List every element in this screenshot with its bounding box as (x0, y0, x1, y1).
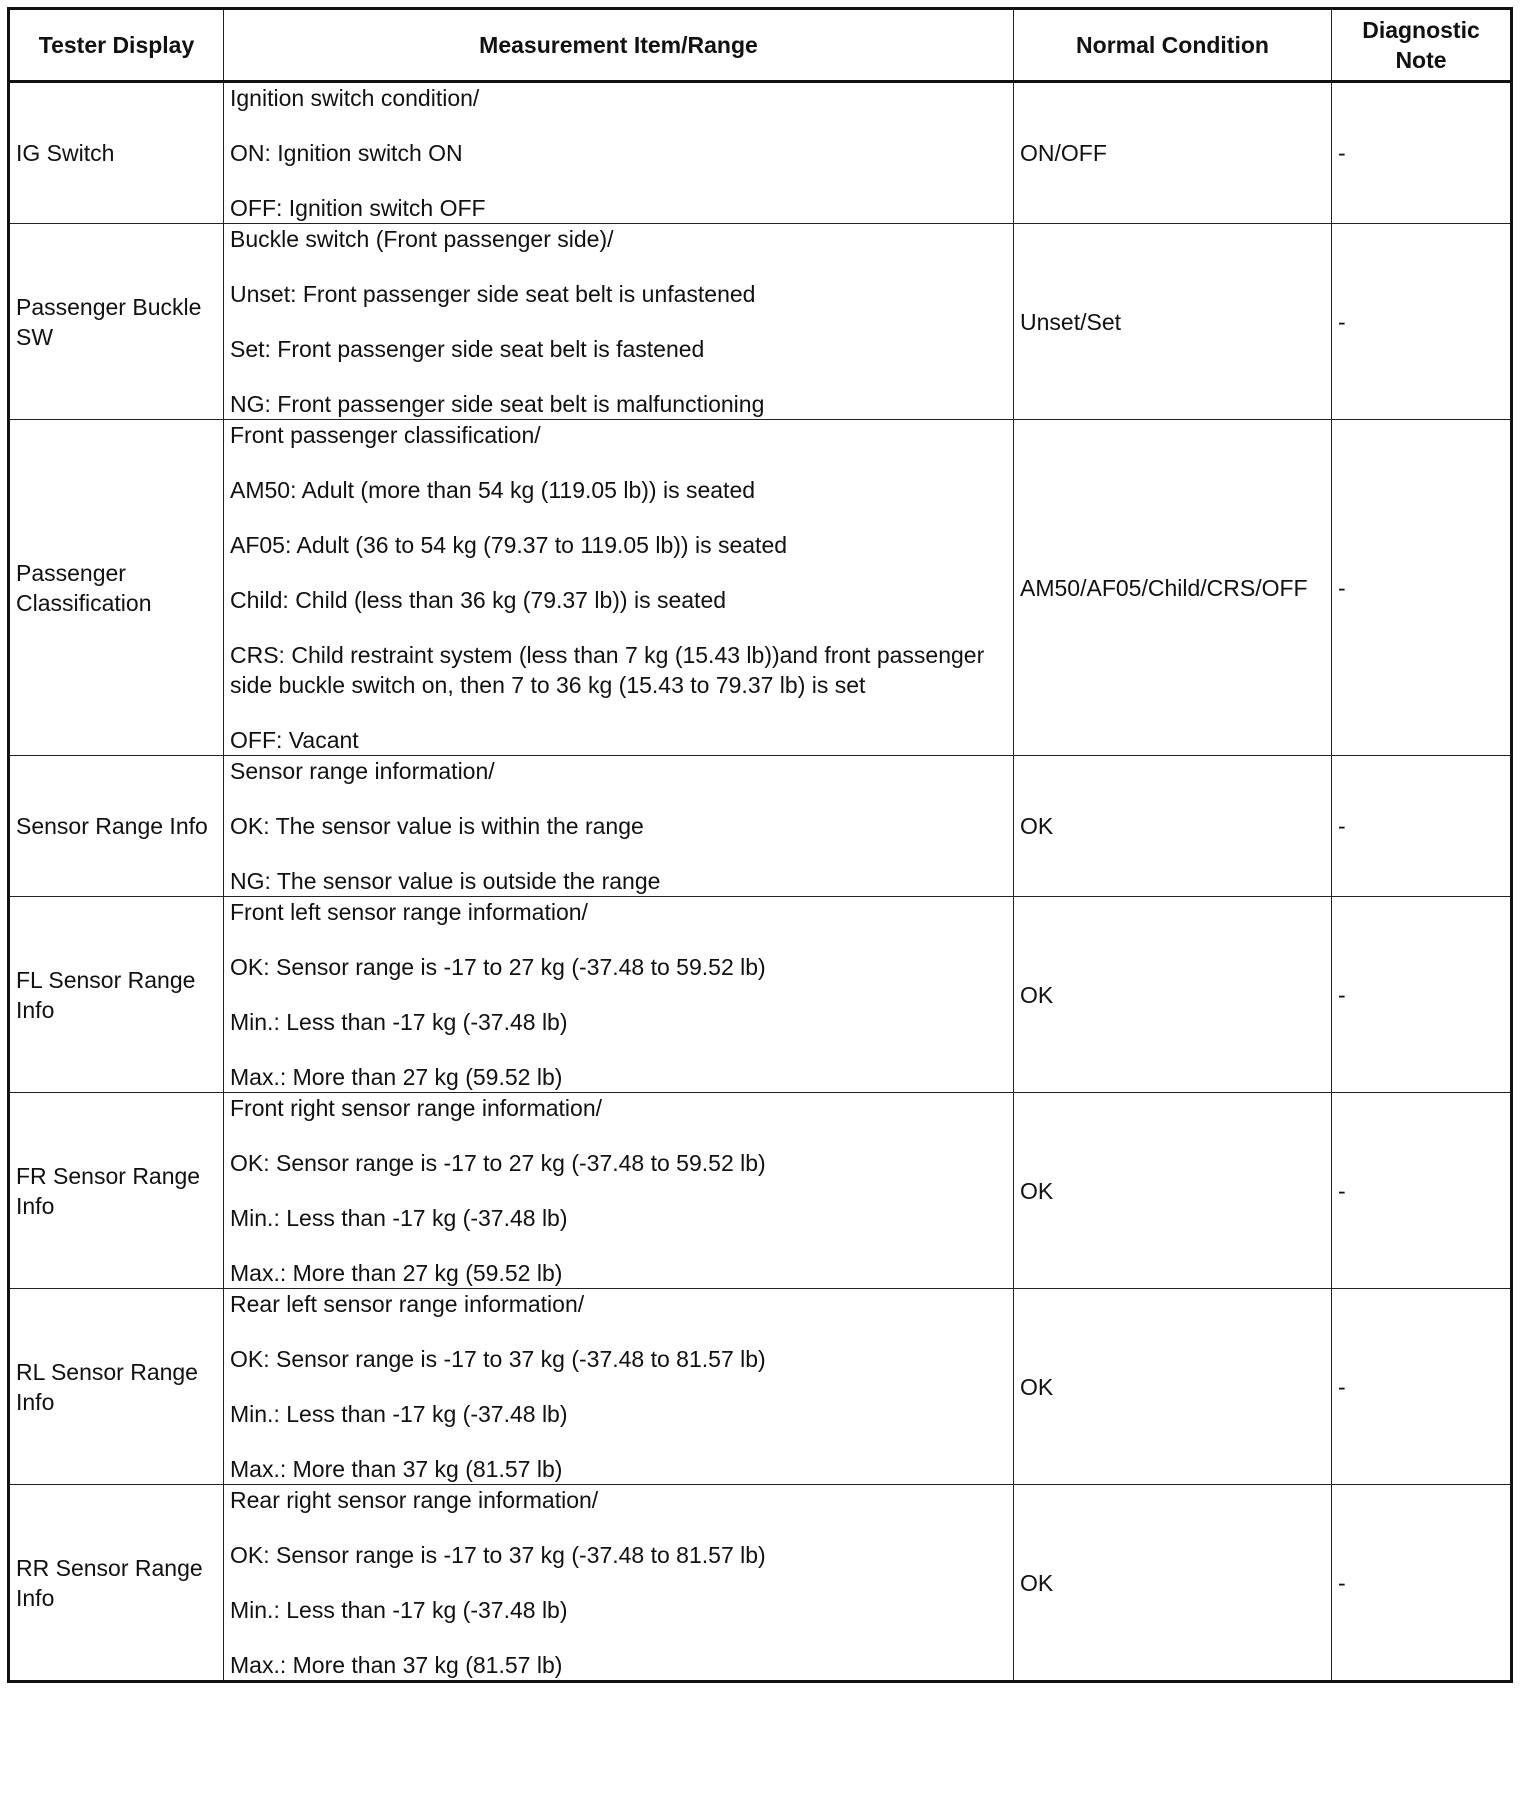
measurement-line: Set: Front passenger side seat belt is fastened (230, 336, 705, 362)
table-header-row (9, 9, 1512, 82)
measurement-line: Rear right sensor range information/ (230, 1487, 599, 1513)
table-row (9, 897, 1512, 1093)
measurement-line: Min.: Less than -17 kg (-37.48 lb) (230, 1009, 568, 1035)
measurement-cell (224, 1289, 1014, 1485)
normal-condition-cell: OK (1014, 1485, 1332, 1682)
table-row (9, 1485, 1512, 1682)
table-row (9, 82, 1512, 224)
measurement-line: Max.: More than 37 kg (81.57 lb) (230, 1652, 563, 1678)
measurement-line: Sensor range information/ (230, 758, 495, 784)
table-row (9, 756, 1512, 897)
measurement-line: NG: The sensor value is outside the range (230, 868, 661, 894)
measurement-line: OK: Sensor range is -17 to 37 kg (-37.48 to 81.57 lb) (230, 1346, 766, 1372)
measurement-cell (224, 756, 1014, 897)
measurement-line: ON: Ignition switch ON (230, 140, 463, 166)
normal-condition-cell: OK (1014, 897, 1332, 1093)
diagnostic-note-cell: - (1332, 1093, 1512, 1289)
measurement-line: Child: Child (less than 36 kg (79.37 lb)) is seated (230, 587, 727, 613)
table-row (9, 420, 1512, 756)
diagnostic-note-cell: - (1332, 224, 1512, 420)
measurement-line: Front passenger classification/ (230, 422, 541, 448)
measurement-cell (224, 897, 1014, 1093)
measurement-line: Unset: Front passenger side seat belt is unfastened (230, 281, 756, 307)
table-row (9, 1289, 1512, 1485)
measurement-cell (224, 1485, 1014, 1682)
normal-condition-cell: OK (1014, 1093, 1332, 1289)
tester-display-cell: IG Switch (9, 82, 224, 224)
measurement-line: Max.: More than 37 kg (81.57 lb) (230, 1456, 563, 1482)
tester-display-cell: FL Sensor Range Info (9, 897, 224, 1093)
header-normal-condition: Normal Condition (1014, 9, 1332, 82)
diagnostic-note-cell: - (1332, 897, 1512, 1093)
measurement-line: OFF: Vacant (230, 727, 359, 753)
measurement-line: NG: Front passenger side seat belt is malfunctioning (230, 391, 765, 417)
diagnostic-note-cell: - (1332, 1485, 1512, 1682)
tester-display-cell: RR Sensor Range Info (9, 1485, 224, 1682)
header-diagnostic-note: Diagnostic Note (1332, 9, 1512, 82)
measurement-line: AF05: Adult (36 to 54 kg (79.37 to 119.05 lb)) is seated (230, 532, 788, 558)
measurement-cell (224, 420, 1014, 756)
measurement-line: OFF: Ignition switch OFF (230, 195, 486, 221)
table-row (9, 224, 1512, 420)
measurement-line: Front right sensor range information/ (230, 1095, 603, 1121)
data-list-table (7, 7, 1513, 1683)
diagnostic-note-cell: - (1332, 82, 1512, 224)
measurement-line: OK: The sensor value is within the range (230, 813, 644, 839)
measurement-line: Front left sensor range information/ (230, 899, 588, 925)
header-tester-display: Tester Display (9, 9, 224, 82)
diagnostic-note-cell: - (1332, 1289, 1512, 1485)
measurement-line: CRS: Child restraint system (less than 7 kg (15.43 lb))and front passenger side buckle switch on, then 7 to 36 kg (15.43 to 79.37 lb) is set (230, 642, 985, 698)
measurement-cell (224, 1093, 1014, 1289)
measurement-line: Rear left sensor range information/ (230, 1291, 585, 1317)
measurement-line: Ignition switch condition/ (230, 85, 480, 111)
normal-condition-cell: Unset/Set (1014, 224, 1332, 420)
measurement-line: Max.: More than 27 kg (59.52 lb) (230, 1260, 563, 1286)
normal-condition-cell: OK (1014, 1289, 1332, 1485)
measurement-line: Min.: Less than -17 kg (-37.48 lb) (230, 1597, 568, 1623)
normal-condition-cell: AM50/AF05/Child/CRS/OFF (1014, 420, 1332, 756)
measurement-line: AM50: Adult (more than 54 kg (119.05 lb)) is seated (230, 477, 756, 503)
diagnostic-note-cell: - (1332, 420, 1512, 756)
tester-display-cell: Sensor Range Info (9, 756, 224, 897)
tester-display-cell: Passenger Buckle SW (9, 224, 224, 420)
measurement-line: OK: Sensor range is -17 to 27 kg (-37.48 to 59.52 lb) (230, 954, 766, 980)
header-measurement: Measurement Item/Range (224, 9, 1014, 82)
measurement-cell (224, 82, 1014, 224)
measurement-line: Max.: More than 27 kg (59.52 lb) (230, 1064, 563, 1090)
measurement-line: OK: Sensor range is -17 to 27 kg (-37.48 to 59.52 lb) (230, 1150, 766, 1176)
diagnostic-note-cell: - (1332, 756, 1512, 897)
measurement-line: Min.: Less than -17 kg (-37.48 lb) (230, 1401, 568, 1427)
normal-condition-cell: OK (1014, 756, 1332, 897)
tester-display-cell: FR Sensor Range Info (9, 1093, 224, 1289)
measurement-line: OK: Sensor range is -17 to 37 kg (-37.48 to 81.57 lb) (230, 1542, 766, 1568)
measurement-line: Min.: Less than -17 kg (-37.48 lb) (230, 1205, 568, 1231)
tester-display-cell: RL Sensor Range Info (9, 1289, 224, 1485)
normal-condition-cell: ON/OFF (1014, 82, 1332, 224)
tester-display-cell: Passenger Classification (9, 420, 224, 756)
table-row (9, 1093, 1512, 1289)
measurement-line: Buckle switch (Front passenger side)/ (230, 226, 614, 252)
measurement-cell (224, 224, 1014, 420)
